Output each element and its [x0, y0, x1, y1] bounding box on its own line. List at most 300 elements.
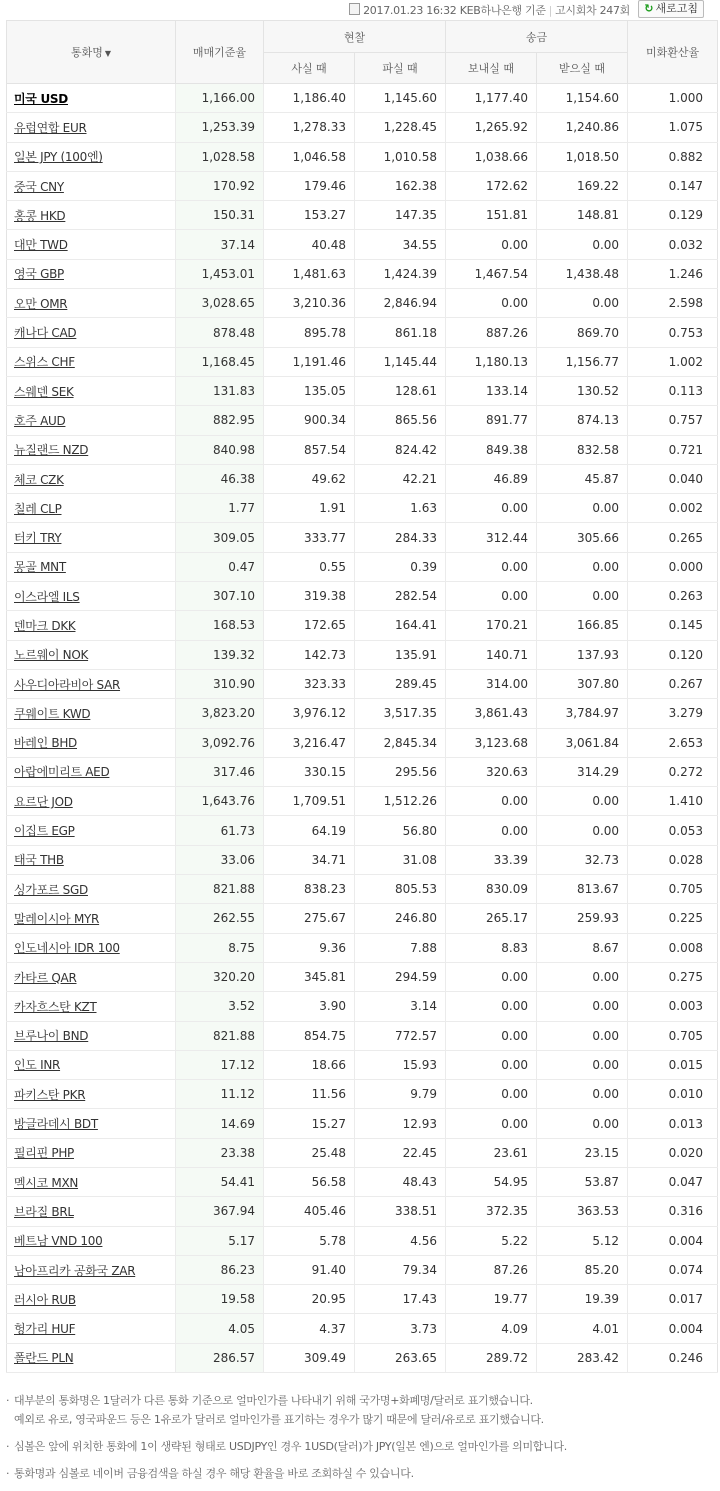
send-rate: 372.35	[446, 1197, 537, 1226]
currency-link[interactable]: 카자흐스탄 KZT	[14, 999, 97, 1014]
receive-rate: 813.67	[537, 875, 628, 904]
table-row	[7, 84, 718, 113]
cash-buy-rate: 11.56	[264, 1080, 355, 1109]
cash-buy-rate: 5.78	[264, 1226, 355, 1255]
cash-sell-rate: 9.79	[355, 1080, 446, 1109]
currency-name	[7, 611, 176, 640]
currency-link[interactable]: 호주 AUD	[14, 413, 66, 428]
base-rate: 19.58	[176, 1285, 264, 1314]
cash-sell-rate: 282.54	[355, 582, 446, 611]
receive-rate: 0.00	[537, 494, 628, 523]
currency-link[interactable]: 필리핀 PHP	[14, 1146, 74, 1161]
usd-ratio: 0.004	[628, 1314, 718, 1343]
table-row	[7, 875, 718, 904]
base-rate: 3,823.20	[176, 699, 264, 728]
send-rate: 0.00	[446, 1021, 537, 1050]
table-row	[7, 845, 718, 874]
cash-sell-rate: 17.43	[355, 1285, 446, 1314]
table-row	[7, 171, 718, 200]
send-rate: 172.62	[446, 171, 537, 200]
cash-buy-rate: 330.15	[264, 757, 355, 786]
send-rate: 1,467.54	[446, 259, 537, 288]
usd-ratio: 0.032	[628, 230, 718, 259]
cash-buy-rate: 56.58	[264, 1167, 355, 1196]
currency-link[interactable]: 영국 GBP	[14, 267, 64, 282]
usd-ratio: 0.267	[628, 669, 718, 698]
currency-link[interactable]: 인도 INR	[14, 1058, 61, 1073]
base-rate-header: 매매기준율	[176, 21, 264, 84]
currency-link[interactable]: 파키스탄 PKR	[14, 1087, 86, 1102]
send-rate: 4.09	[446, 1314, 537, 1343]
receive-rate: 0.00	[537, 992, 628, 1021]
currency-name	[7, 1226, 176, 1255]
currency-name	[7, 1197, 176, 1226]
base-rate: 37.14	[176, 230, 264, 259]
usd-ratio: 0.246	[628, 1343, 718, 1372]
receive-rate: 363.53	[537, 1197, 628, 1226]
cash-buy-rate: 34.71	[264, 845, 355, 874]
usd-ratio: 0.225	[628, 904, 718, 933]
usd-ratio: 0.040	[628, 464, 718, 493]
currency-name	[7, 845, 176, 874]
table-row	[7, 142, 718, 171]
currency-link[interactable]: 몽골 MNT	[14, 560, 66, 575]
base-rate: 139.32	[176, 640, 264, 669]
cash-sell-rate: 15.93	[355, 1050, 446, 1079]
table-row	[7, 1314, 718, 1343]
receive-rate: 5.12	[537, 1226, 628, 1255]
table-row	[7, 289, 718, 318]
footnote: · 통화명과 심볼로 네이버 금융검색을 하실 경우 해당 환율을 바로 조회하실 수 있습니다.	[6, 1464, 710, 1483]
cash-buy-rate: 1.91	[264, 494, 355, 523]
base-rate: 131.83	[176, 376, 264, 405]
receive-rate: 3,784.97	[537, 699, 628, 728]
currency-name	[7, 494, 176, 523]
receive-rate: 169.22	[537, 171, 628, 200]
table-row	[7, 640, 718, 669]
receive-rate: 305.66	[537, 523, 628, 552]
usd-ratio: 1.075	[628, 113, 718, 142]
cash-sell-rate: 135.91	[355, 640, 446, 669]
base-rate: 168.53	[176, 611, 264, 640]
send-rate: 151.81	[446, 201, 537, 230]
currency-link[interactable]: 캐나다 CAD	[14, 326, 77, 341]
currency-link[interactable]: 오만 OMR	[14, 296, 68, 311]
table-row	[7, 1255, 718, 1284]
usd-ratio: 0.757	[628, 406, 718, 435]
currency-link[interactable]: 사우디아라비아 SAR	[14, 677, 121, 692]
cash-buy-rate: 405.46	[264, 1197, 355, 1226]
cash-buy-rate: 275.67	[264, 904, 355, 933]
currency-link[interactable]: 터키 TRY	[14, 531, 62, 546]
send-rate: 0.00	[446, 787, 537, 816]
receive-rate: 23.15	[537, 1138, 628, 1167]
cash-buy-rate: 15.27	[264, 1109, 355, 1138]
base-rate: 150.31	[176, 201, 264, 230]
table-row	[7, 1343, 718, 1372]
currency-name	[7, 640, 176, 669]
table-row	[7, 494, 718, 523]
usd-ratio: 0.753	[628, 318, 718, 347]
refresh-button[interactable]	[638, 0, 704, 18]
table-row	[7, 523, 718, 552]
currency-name	[7, 1050, 176, 1079]
cash-buy-rate: 135.05	[264, 376, 355, 405]
receive-rate: 130.52	[537, 376, 628, 405]
cash-buy-rate: 40.48	[264, 230, 355, 259]
table-row	[7, 318, 718, 347]
currency-name	[7, 376, 176, 405]
table-row	[7, 1080, 718, 1109]
footnotes	[6, 1391, 710, 1491]
currency-name	[7, 201, 176, 230]
separator: |	[548, 4, 553, 17]
currency-link[interactable]: 체코 CZK	[14, 472, 64, 487]
cash-buy-rate: 854.75	[264, 1021, 355, 1050]
receive-rate: 1,154.60	[537, 84, 628, 113]
currency-name-header[interactable]: 통화명 ▼	[7, 21, 176, 84]
cash-sell-rate: 1,228.45	[355, 113, 446, 142]
currency-link[interactable]: 일본 JPY (100엔)	[14, 150, 103, 165]
send-rate: 170.21	[446, 611, 537, 640]
base-rate: 8.75	[176, 933, 264, 962]
cash-sell-rate: 861.18	[355, 318, 446, 347]
currency-name	[7, 933, 176, 962]
usd-ratio-header: 미화환산율	[628, 21, 718, 84]
cash-sell-rate: 294.59	[355, 962, 446, 991]
cash-buy-rate: 1,191.46	[264, 347, 355, 376]
usd-ratio: 0.120	[628, 640, 718, 669]
table-row	[7, 933, 718, 962]
document-icon	[349, 3, 360, 15]
currency-name	[7, 142, 176, 171]
receive-rate: 3,061.84	[537, 728, 628, 757]
currency-link[interactable]: 폴란드 PLN	[14, 1351, 74, 1366]
cash-buy-rate: 345.81	[264, 962, 355, 991]
send-rate: 0.00	[446, 230, 537, 259]
send-rate: 33.39	[446, 845, 537, 874]
send-rate: 87.26	[446, 1255, 537, 1284]
currency-name	[7, 84, 176, 113]
cash-sell-rate: 1.63	[355, 494, 446, 523]
receive-rate: 0.00	[537, 1021, 628, 1050]
currency-name	[7, 582, 176, 611]
send-rate: 289.72	[446, 1343, 537, 1372]
base-rate: 1,453.01	[176, 259, 264, 288]
usd-ratio: 1.002	[628, 347, 718, 376]
send-rate: 140.71	[446, 640, 537, 669]
currency-link[interactable]: 브루나이 BND	[14, 1029, 89, 1044]
table-row	[7, 1167, 718, 1196]
base-rate: 17.12	[176, 1050, 264, 1079]
receive-rate: 314.29	[537, 757, 628, 786]
receive-rate: 0.00	[537, 1109, 628, 1138]
receive-rate: 85.20	[537, 1255, 628, 1284]
currency-name	[7, 113, 176, 142]
send-rate: 46.89	[446, 464, 537, 493]
usd-ratio: 0.004	[628, 1226, 718, 1255]
cash-sell-rate: 3.73	[355, 1314, 446, 1343]
currency-name	[7, 318, 176, 347]
currency-link[interactable]: 브라질 BRL	[14, 1204, 74, 1219]
currency-link[interactable]: 유럽연합 EUR	[14, 120, 87, 135]
base-rate: 1,253.39	[176, 113, 264, 142]
usd-ratio: 0.272	[628, 757, 718, 786]
cash-sell-rate: 824.42	[355, 435, 446, 464]
send-rate: 133.14	[446, 376, 537, 405]
base-rate: 0.47	[176, 552, 264, 581]
usd-ratio: 0.265	[628, 523, 718, 552]
receive-rate: 1,240.86	[537, 113, 628, 142]
currency-link[interactable]: 칠레 CLP	[14, 501, 62, 516]
currency-name	[7, 347, 176, 376]
cash-sell-rate: 865.56	[355, 406, 446, 435]
base-rate: 61.73	[176, 816, 264, 845]
usd-ratio: 0.002	[628, 494, 718, 523]
base-rate: 170.92	[176, 171, 264, 200]
currency-link[interactable]: 헝가리 HUF	[14, 1322, 76, 1337]
currency-link[interactable]: 스위스 CHF	[14, 355, 75, 370]
table-row	[7, 1138, 718, 1167]
currency-name	[7, 699, 176, 728]
send-rate: 312.44	[446, 523, 537, 552]
base-rate: 262.55	[176, 904, 264, 933]
cash-sell-rate: 338.51	[355, 1197, 446, 1226]
base-rate: 14.69	[176, 1109, 264, 1138]
base-rate: 1,166.00	[176, 84, 264, 113]
transfer-header: 송금	[446, 21, 628, 53]
base-rate: 4.05	[176, 1314, 264, 1343]
refresh-label: 새로고침	[655, 2, 698, 15]
table-row	[7, 464, 718, 493]
send-rate: 0.00	[446, 582, 537, 611]
table-row	[7, 1109, 718, 1138]
currency-name	[7, 787, 176, 816]
table-row	[7, 113, 718, 142]
send-rate: 0.00	[446, 1080, 537, 1109]
cash-sell-rate: 1,010.58	[355, 142, 446, 171]
currency-link[interactable]: 방글라데시 BDT	[14, 1117, 98, 1132]
currency-link[interactable]: 중국 CNY	[14, 179, 64, 194]
usd-ratio: 0.145	[628, 611, 718, 640]
base-rate: 821.88	[176, 875, 264, 904]
cash-buy-rate: 9.36	[264, 933, 355, 962]
table-row	[7, 376, 718, 405]
currency-link[interactable]: 멕시코 MXN	[14, 1175, 79, 1190]
send-rate: 0.00	[446, 1109, 537, 1138]
usd-ratio: 0.020	[628, 1138, 718, 1167]
currency-link[interactable]: 덴마크 DKK	[14, 618, 76, 633]
table-row	[7, 728, 718, 757]
base-rate: 367.94	[176, 1197, 264, 1226]
base-rate: 286.57	[176, 1343, 264, 1372]
base-rate: 54.41	[176, 1167, 264, 1196]
receive-header: 받으실 때	[537, 53, 628, 84]
currency-link[interactable]: 싱가포르 SGD	[14, 882, 88, 897]
base-rate: 3,028.65	[176, 289, 264, 318]
currency-link[interactable]: 대만 TWD	[14, 238, 68, 253]
currency-name	[7, 962, 176, 991]
base-rate: 320.20	[176, 962, 264, 991]
footnote: · 대부분의 통화명은 1달러가 다른 통화 기준으로 얼마인가를 나타내기 위해 국가명+화폐명/달러로 표기했습니다. 예외로 유로, 영국파운드 등은 1유로가 달러로 얼마인가를 표기하는 경우가 많기 때문에 달러/유로로 표기했습니다.	[6, 1391, 710, 1429]
currency-name	[7, 1167, 176, 1196]
cash-sell-rate: 4.56	[355, 1226, 446, 1255]
receive-rate: 0.00	[537, 230, 628, 259]
currency-link[interactable]: 러시아 RUB	[14, 1292, 76, 1307]
cash-sell-rate: 0.39	[355, 552, 446, 581]
currency-name	[7, 1285, 176, 1314]
notice-round: 고시회차 247회	[555, 4, 630, 17]
cash-sell-rate: 164.41	[355, 611, 446, 640]
receive-rate: 148.81	[537, 201, 628, 230]
base-rate: 307.10	[176, 582, 264, 611]
cash-sell-rate: 42.21	[355, 464, 446, 493]
send-rate: 1,038.66	[446, 142, 537, 171]
usd-ratio: 0.000	[628, 552, 718, 581]
table-row	[7, 787, 718, 816]
currency-name	[7, 757, 176, 786]
currency-link[interactable]: 인도네시아 IDR 100	[14, 941, 120, 956]
cash-sell-header: 파실 때	[355, 53, 446, 84]
receive-rate: 0.00	[537, 787, 628, 816]
footnote: · 심볼은 앞에 위치한 통화에 1이 생략된 형태로 USDJPY인 경우 1USD(달러)가 JPY(일본 엔)으로 얼마인가를 의미합니다.	[6, 1437, 710, 1456]
base-rate: 310.90	[176, 669, 264, 698]
receive-rate: 832.58	[537, 435, 628, 464]
receive-rate: 32.73	[537, 845, 628, 874]
currency-name	[7, 1314, 176, 1343]
currency-link[interactable]: 베트남 VND 100	[14, 1234, 103, 1249]
usd-ratio: 0.316	[628, 1197, 718, 1226]
send-header: 보내실 때	[446, 53, 537, 84]
usd-ratio: 1.000	[628, 84, 718, 113]
send-rate: 23.61	[446, 1138, 537, 1167]
usd-ratio: 0.721	[628, 435, 718, 464]
cash-buy-rate: 1,046.58	[264, 142, 355, 171]
rate-rows	[7, 84, 718, 1373]
base-rate: 23.38	[176, 1138, 264, 1167]
currency-link[interactable]: 남아프리카 공화국 ZAR	[14, 1263, 136, 1278]
cash-sell-rate: 263.65	[355, 1343, 446, 1372]
cash-sell-rate: 128.61	[355, 376, 446, 405]
send-rate: 0.00	[446, 552, 537, 581]
base-rate: 309.05	[176, 523, 264, 552]
currency-link[interactable]: 요르단 JOD	[14, 794, 73, 809]
usd-ratio: 3.279	[628, 699, 718, 728]
cash-buy-rate: 333.77	[264, 523, 355, 552]
usd-ratio: 1.246	[628, 259, 718, 288]
usd-ratio: 0.028	[628, 845, 718, 874]
send-rate: 830.09	[446, 875, 537, 904]
receive-rate: 1,018.50	[537, 142, 628, 171]
table-row	[7, 347, 718, 376]
send-rate: 3,123.68	[446, 728, 537, 757]
currency-name	[7, 1021, 176, 1050]
table-row	[7, 1226, 718, 1255]
cash-sell-rate: 289.45	[355, 669, 446, 698]
currency-link[interactable]: 미국 USD	[14, 91, 68, 106]
receive-rate: 1,438.48	[537, 259, 628, 288]
receive-rate: 1,156.77	[537, 347, 628, 376]
currency-name	[7, 171, 176, 200]
cash-sell-rate: 34.55	[355, 230, 446, 259]
cash-buy-rate: 25.48	[264, 1138, 355, 1167]
table-row	[7, 259, 718, 288]
cash-buy-rate: 179.46	[264, 171, 355, 200]
currency-link[interactable]: 아랍에미리트 AED	[14, 765, 110, 780]
cash-sell-rate: 1,512.26	[355, 787, 446, 816]
usd-ratio: 0.705	[628, 875, 718, 904]
cash-sell-rate: 147.35	[355, 201, 446, 230]
currency-link[interactable]: 말레이시아 MYR	[14, 911, 100, 926]
cash-buy-rate: 838.23	[264, 875, 355, 904]
base-rate: 5.17	[176, 1226, 264, 1255]
currency-name	[7, 523, 176, 552]
currency-link[interactable]: 이스라엘 ILS	[14, 589, 80, 604]
send-rate: 0.00	[446, 289, 537, 318]
table-row	[7, 962, 718, 991]
usd-ratio: 0.074	[628, 1255, 718, 1284]
base-rate: 840.98	[176, 435, 264, 464]
currency-name	[7, 230, 176, 259]
send-rate: 54.95	[446, 1167, 537, 1196]
currency-link[interactable]: 바레인 BHD	[14, 736, 77, 751]
currency-link[interactable]: 홍콩 HKD	[14, 208, 66, 223]
usd-ratio: 2.598	[628, 289, 718, 318]
source-bank: KEB하나은행 기준	[459, 4, 546, 17]
table-row	[7, 1285, 718, 1314]
usd-ratio: 0.047	[628, 1167, 718, 1196]
send-rate: 0.00	[446, 494, 537, 523]
cash-sell-rate: 246.80	[355, 904, 446, 933]
base-rate: 3,092.76	[176, 728, 264, 757]
receive-rate: 45.87	[537, 464, 628, 493]
currency-link[interactable]: 노르웨이 NOK	[14, 648, 89, 663]
cash-sell-rate: 772.57	[355, 1021, 446, 1050]
currency-name	[7, 728, 176, 757]
currency-link[interactable]: 태국 THB	[14, 853, 64, 868]
currency-link[interactable]: 뉴질랜드 NZD	[14, 443, 89, 458]
usd-ratio: 0.705	[628, 1021, 718, 1050]
table-row	[7, 582, 718, 611]
usd-ratio: 0.263	[628, 582, 718, 611]
currency-name	[7, 464, 176, 493]
send-rate: 314.00	[446, 669, 537, 698]
send-rate: 3,861.43	[446, 699, 537, 728]
cash-sell-rate: 3,517.35	[355, 699, 446, 728]
cash-buy-rate: 900.34	[264, 406, 355, 435]
usd-ratio: 0.275	[628, 962, 718, 991]
send-rate: 0.00	[446, 816, 537, 845]
currency-link[interactable]: 스웨덴 SEK	[14, 384, 74, 399]
cash-buy-rate: 3,976.12	[264, 699, 355, 728]
currency-name	[7, 816, 176, 845]
usd-ratio: 2.653	[628, 728, 718, 757]
table-row	[7, 435, 718, 464]
receive-rate: 137.93	[537, 640, 628, 669]
currency-link[interactable]: 이집트 EGP	[14, 824, 75, 839]
cash-buy-rate: 895.78	[264, 318, 355, 347]
table-row	[7, 1021, 718, 1050]
currency-link[interactable]: 쿠웨이트 KWD	[14, 706, 91, 721]
receive-rate: 8.67	[537, 933, 628, 962]
cash-buy-rate: 91.40	[264, 1255, 355, 1284]
cash-sell-rate: 284.33	[355, 523, 446, 552]
currency-name	[7, 1138, 176, 1167]
currency-name	[7, 904, 176, 933]
cash-buy-rate: 1,709.51	[264, 787, 355, 816]
currency-link[interactable]: 카타르 QAR	[14, 970, 77, 985]
receive-rate: 307.80	[537, 669, 628, 698]
